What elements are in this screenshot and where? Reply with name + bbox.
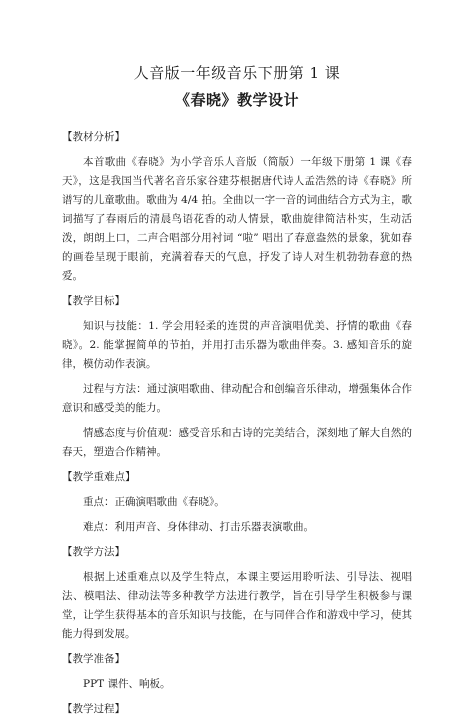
- section-heading-preparation: 【教学准备】: [62, 653, 125, 665]
- document-body: [62, 128, 412, 725]
- section-heading-goals: 【教学目标】: [62, 295, 125, 307]
- section-heading-analysis: 【教材分析】: [62, 131, 125, 143]
- section-heading-methods: 【教学方法】: [62, 546, 125, 558]
- difficulty-paragraph: 难点：利用声音、身体律动、打击乐器表演歌曲。: [83, 521, 314, 533]
- methods-paragraph: 根据上述重难点以及学生特点，本课主要运用聆听法、引导法、视唱法、模唱法、律动法等多种教学方法进行教学，旨在引导学生积极参与课堂，让学生获得基本的音乐知识与技能，在与同伴合作和游戏中学习，使其能力得到发展。: [62, 571, 412, 640]
- section-heading-keypoints: 【教学重难点】: [62, 471, 136, 483]
- preparation-paragraph: PPT 课件、响板。: [83, 678, 171, 690]
- goals-emotion-paragraph: 情感态度与价值观：感受音乐和古诗的完美结合，深刻地了解大自然的春天，塑造合作精神。: [62, 427, 412, 458]
- document-title: 人音版一年级音乐下册第 1 课: [133, 64, 341, 82]
- section-heading-process: 【教学过程】: [62, 703, 125, 715]
- goals-process-paragraph: 过程与方法：通过演唱歌曲、律动配合和创编音乐律动，增强集体合作意识和感受美的能力。: [62, 383, 412, 414]
- goals-knowledge-paragraph: 知识与技能：1. 学会用轻柔的连贯的声音演唱优美、抒情的歌曲《春晓》。2. 能掌握简单的节拍，并用打击乐器为歌曲伴奏。3. 感知音乐的旋律，模仿动作表演。: [62, 320, 412, 370]
- analysis-paragraph: 本首歌曲《春晓》为小学音乐人音版（简版）一年级下册第 1 课《春天》，这是我国当代著名音乐家谷建芬根据唐代诗人孟浩然的诗《春晓》所谱写的儿童歌曲。歌曲为 4/4 拍。全曲以一字一音的词曲结合方式为主，歌词描写了春雨后的清晨鸟语花香的动人情景，歌曲旋律简洁朴实，生动活泼，朗朗上口，二声合唱部分用衬词 “啦” 唱出了春意盎然的景象，犹如春的画卷呈现于眼前，充满着春天的气息，抒发了诗人对生机勃勃春意的热爱。: [62, 156, 412, 282]
- document-subtitle: 《春晓》教学设计: [174, 91, 299, 109]
- keypoint-paragraph: 重点：正确演唱歌曲《春晓》。: [83, 496, 225, 508]
